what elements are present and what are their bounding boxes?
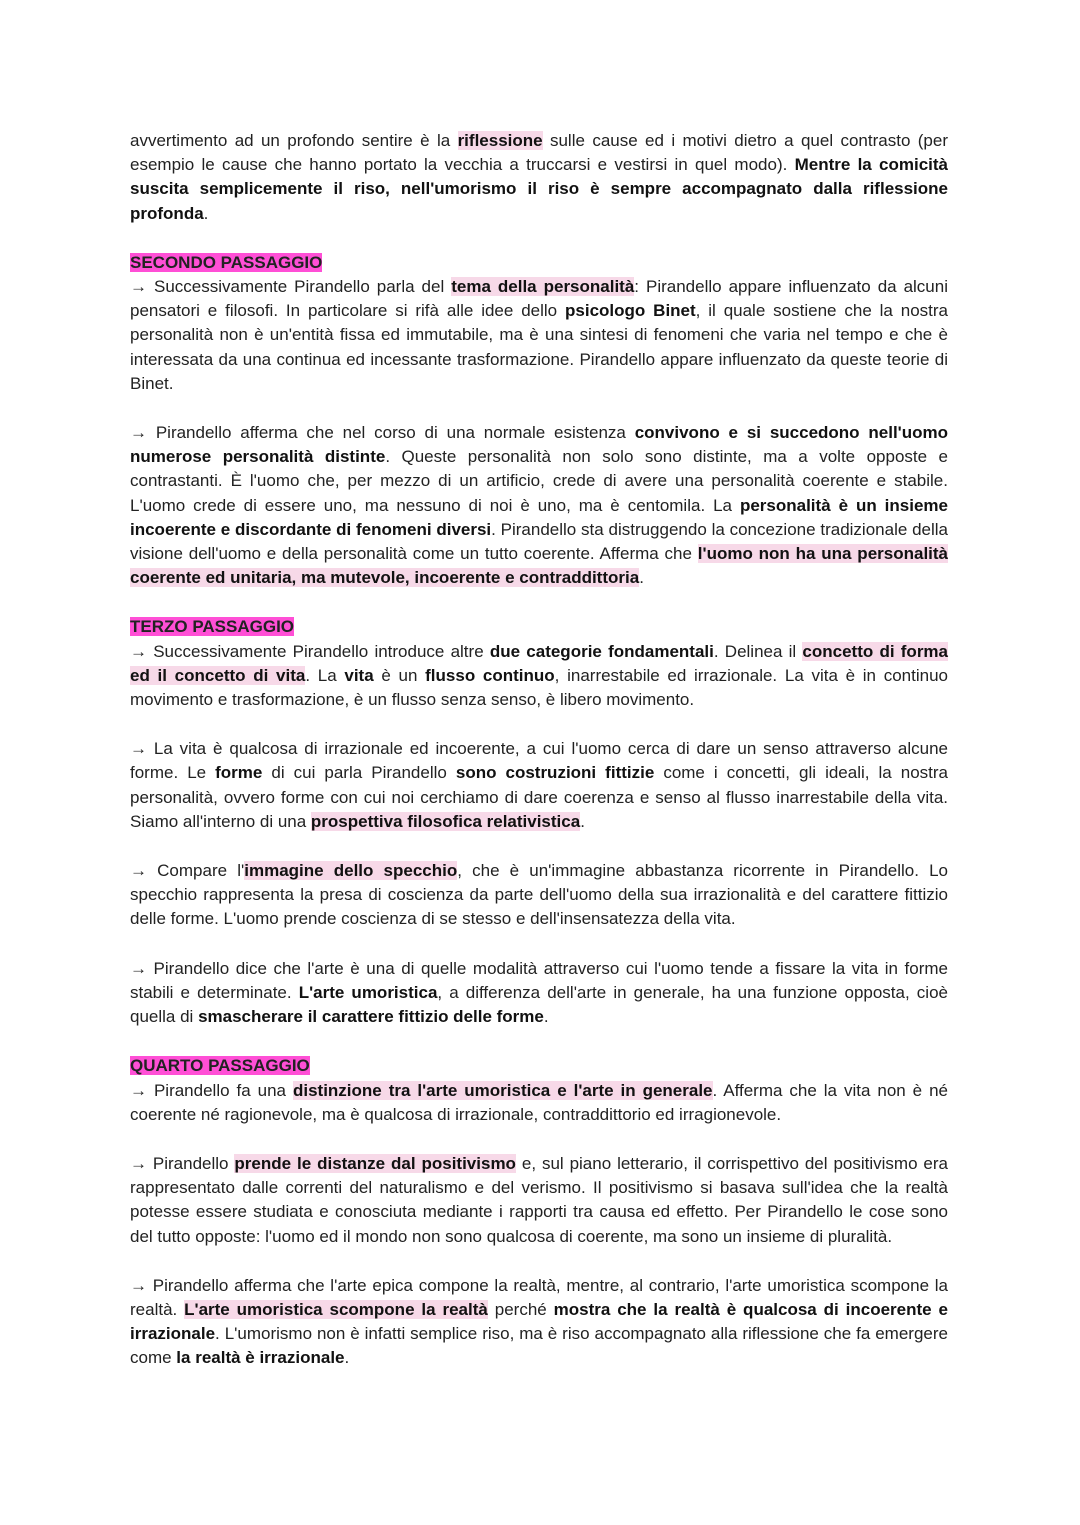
paragraph-positivismo — [130, 1152, 948, 1249]
highlighted-bold-text: distinzione tra l'arte umoristica e l'arte in generale — [292, 1080, 713, 1100]
spacer — [130, 226, 948, 251]
text-run: → La vita è qualcosa di irrazionale ed incoerente, a cui l'uomo cerca di dare un senso attraverso alcune forme. Le — [130, 739, 948, 783]
text-run: . — [203, 203, 209, 223]
bold-text: forme — [215, 763, 263, 783]
paragraph-arte — [130, 957, 948, 1030]
text-run: → Pirandello dice che l'arte è una di quelle modalità attraverso cui l'uomo tende a fissare la vita in forme stabili e determinate. — [130, 958, 948, 1002]
text-run: , inarrestabile ed irrazionale. La vita è in continuo movimento e trasformazione, è un flusso senza senso, è libero movimento. — [130, 665, 948, 710]
text-run: . Afferma che la vita non è né coerente né ragionevole, ma è qualcosa di irrazionale, contraddittorio ed irragionevole. — [130, 1080, 948, 1124]
text-run: , il quale sostiene che la nostra personalità non è un'entità fissa ed immutabile, ma è una sintesi di fenomeni che varia nel tempo e che è interessata da una continua ed incessante trasformazione. Pirandello appare influenzato da queste teorie di Binet. — [130, 301, 948, 393]
bold-text: personalità è un insieme incoerente e discordante di fenomeni diversi — [130, 495, 948, 539]
highlighted-bold-text: concetto di forma ed il concetto di vita — [130, 641, 949, 685]
bold-text: smascherare il carattere fittizio delle forme — [198, 1007, 544, 1027]
text-run: → Pirandello — [130, 1153, 235, 1173]
bold-text: Mentre la comicità suscita semplicemente il riso, nell'umorismo il riso è sempre accompagnato dalla riflessione profonda — [130, 155, 948, 223]
spacer — [130, 932, 948, 957]
section-heading-terzo — [130, 615, 948, 639]
spacer — [130, 1249, 948, 1274]
bold-text: sono costruzioni fittizie — [455, 763, 655, 783]
paragraph-forme — [130, 737, 948, 834]
text-run: → Successivamente Pirandello parla del — [130, 277, 452, 297]
text-run: → Pirandello afferma che nel corso di una normale esistenza — [130, 423, 635, 443]
bold-text: flusso continuo — [425, 665, 555, 685]
highlighted-bold-text: riflessione — [457, 131, 543, 150]
text-run: perché — [487, 1299, 554, 1319]
text-run: → Pirandello afferma che l'arte epica compone la realtà, mentre, al contrario, l'arte umoristica scompone la realtà. — [130, 1275, 948, 1319]
paragraph-forma-vita — [130, 640, 948, 713]
bold-text: L'arte umoristica — [298, 982, 438, 1002]
text-run: . Delinea il — [713, 641, 803, 661]
paragraph-arte-epica — [130, 1274, 948, 1371]
heading-label: TERZO PASSAGGIO — [130, 617, 295, 637]
bold-text: vita — [344, 665, 374, 685]
spacer — [130, 590, 948, 615]
text-run: . Pirandello sta distruggendo la concezione tradizionale della visione dell'uomo e della personalità come un tutto coerente. Afferma che — [130, 519, 948, 564]
text-run: , a differenza dell'arte in generale, ha una funzione opposta, cioè quella di — [130, 982, 948, 1027]
text-run: come i concetti, gli ideali, la nostra personalità, ovvero forme con cui noi cerchiamo di dare coerenza e senso al flusso inarrestabile della vita. Siamo all'interno di una — [130, 763, 949, 831]
text-run: → Pirandello fa una — [130, 1080, 293, 1100]
paragraph-intro — [130, 129, 948, 226]
highlighted-bold-text: prospettiva filosofica relativistica — [310, 811, 581, 831]
highlighted-bold-text: immagine dello specchio — [244, 861, 458, 881]
bold-text: mostra che la realtà è qualcosa di incoerente e irrazionale — [130, 1299, 948, 1344]
bold-text: la realtà è irrazionale — [176, 1348, 345, 1368]
bold-text: convivono e si succedono nell'uomo numerose personalità distinte — [130, 423, 948, 467]
spacer — [130, 712, 948, 737]
heading-label: QUARTO PASSAGGIO — [130, 1056, 310, 1076]
text-run: e, sul piano letterario, il corrispettivo del positivismo era rappresentato dalle correnti del naturalismo e del verismo. Il positivismo si basava sull'idea che la realtà potesse essere studiata e conosciuta mediante i rapporti tra causa ed effetto. Per Pirandello le cose sono del tutto opposte: l'uomo ed il mondo non sono qualcosa di coerente, ma sono un insieme di pluralità. — [130, 1153, 948, 1246]
text-run: : Pirandello appare influenzato da alcuni pensatori e filosofi. In particolare si rifà alle idee dello — [130, 277, 948, 321]
text-run: → Successivamente Pirandello introduce altre — [130, 641, 490, 661]
text-run: . — [580, 811, 585, 831]
highlighted-bold-text: prende le distanze dal positivismo — [234, 1153, 516, 1173]
section-heading-quarto — [130, 1054, 948, 1078]
spacer — [130, 396, 948, 421]
spacer — [130, 834, 948, 859]
highlighted-bold-text: l'uomo non ha una personalità coerente ed unitaria, ma mutevole, incoerente e contraddittoria — [130, 544, 949, 588]
text-run: di cui parla Pirandello — [262, 763, 456, 783]
highlighted-bold-text: tema della personalità — [451, 277, 635, 297]
text-run: è un — [373, 665, 426, 685]
paragraph-distinzione — [130, 1079, 948, 1127]
text-run: . — [543, 1007, 549, 1027]
text-run: → Compare l' — [130, 861, 245, 881]
bold-text: psicologo Binet — [565, 301, 696, 321]
text-run: . L'umorismo non è infatti semplice riso, ma è riso accompagnato alla riflessione che fa emergere come — [130, 1324, 948, 1368]
text-run: sulle cause ed i motivi dietro a quel contrasto (per esempio le cause che hanno portato la vecchia a truccarsi e vestirsi in quel modo). — [130, 131, 948, 175]
text-run: , che è un'immagine abbastanza ricorrente in Pirandello. Lo specchio rappresenta la presa di coscienza da parte dell'uomo della sua irrazionalità e del carattere fittizio delle forme. L'uomo prende coscienza di se stesso e dell'insensatezza della vita. — [130, 861, 948, 929]
section-heading-secondo — [130, 251, 948, 275]
text-run: . La — [305, 665, 345, 685]
text-run: . — [344, 1348, 350, 1368]
spacer — [130, 1029, 948, 1054]
highlighted-bold-text: L'arte umoristica scompone la realtà — [184, 1299, 488, 1319]
bold-text: due categorie fondamentali — [489, 641, 714, 661]
text-run: avvertimento ad un profondo sentire è la — [130, 131, 458, 150]
document-body — [130, 129, 948, 1371]
spacer — [130, 1127, 948, 1152]
heading-label: SECONDO PASSAGGIO — [130, 252, 323, 272]
paragraph-specchio — [130, 859, 948, 932]
text-run: . — [639, 568, 644, 588]
text-run: . Queste personalità non solo sono distinte, ma a volte opposte e contrastanti. È l'uomo che, per mezzo di un artificio, crede di avere una personalità coerente e stabile. L'uomo crede di essere uno, ma nessuno di noi è uno, ma è centomila. La — [130, 447, 948, 515]
paragraph-personalita-distinte — [130, 421, 948, 590]
paragraph-personalita — [130, 275, 948, 396]
